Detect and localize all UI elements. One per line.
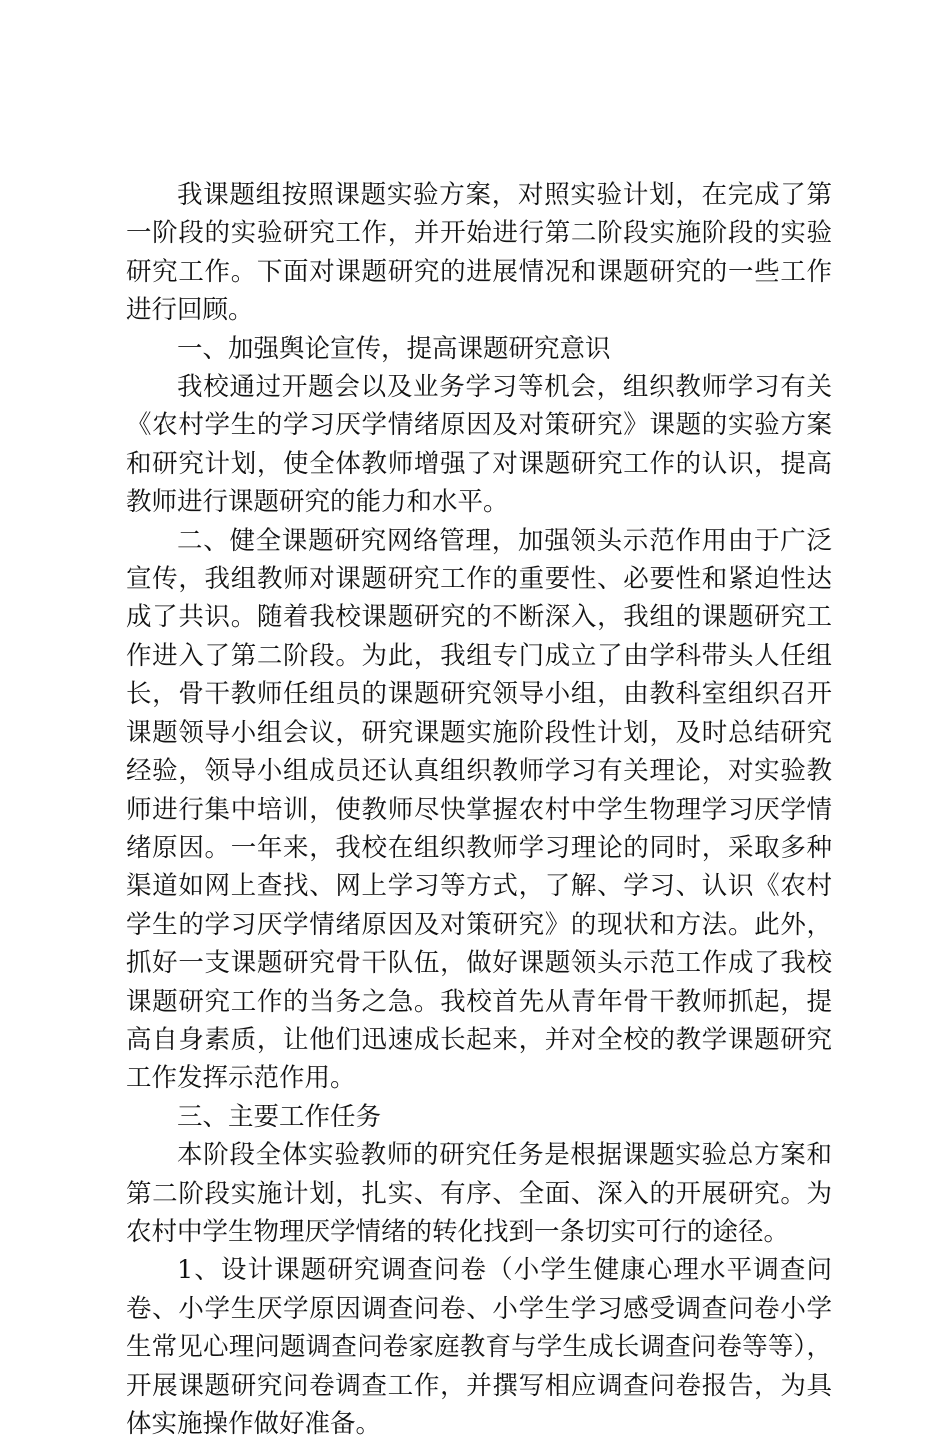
section-heading-3: 三、主要工作任务 xyxy=(177,1101,382,1132)
section-3-paragraph: 本阶段全体实验教师的研究任务是根据课题实验总方案和第二阶段实施计划，扎实、有序、全面、深入的开展研究。为农村中学生物理厌学情绪的转化找到一条切实可行的途径。 xyxy=(126,1140,832,1247)
intro-paragraph: 我课题组按照课题实验方案，对照实验计划，在完成了第一阶段的实验研究工作，并开始进行第二阶段实施阶段的实验研究工作。下面对课题研究的进展情况和课题研究的一些工作进行回顾。 xyxy=(126,180,832,326)
section-2-paragraph: 二、健全课题研究网络管理，加强领头示范作用由于广泛宣传，我组教师对课题研究工作的重要性、必要性和紧迫性达成了共识。随着我校课题研究的不断深入，我组的课题研究工作进入了第二阶段。为此，我组专门成立了由学科带头人任组长，骨干教师任组员的课题研究领导小组，由教科室组织召开课题领导小组会议，研究课题实施阶段性计划，及时总结研究经验，领导小组成员还认真组织教师学习有关理论，对实验教师进行集中培训，使教师尽快掌握农村中学生物理学习厌学情绪原因。一年来，我校在组织教师学习理论的同时，采取多种渠道如网上查找、网上学习等方式，了解、学习、认识《农村学生的学习厌学情绪原因及对策研究》的现状和方法。此外，抓好一支课题研究骨干队伍，做好课题领头示范工作成了我校课题研究工作的当务之急。我校首先从青年骨干教师抓起，提高自身素质，让他们迅速成长起来，并对全校的教学课题研究工作发挥示范作用。 xyxy=(126,525,832,1094)
document-body xyxy=(126,176,832,1443)
task-list-item-1: 1、设计课题研究调查问卷（小学生健康心理水平调查问卷、小学生厌学原因调查问卷、小学生学习感受调查问卷小学生常见心理问题调查问卷家庭教育与学生成长调查问卷等等），开展课题研究问卷调查工作，并撰写相应调查问卷报告，为具体实施操作做好准备。 xyxy=(126,1255,832,1439)
section-1-paragraph: 我校通过开题会以及业务学习等机会，组织教师学习有关《农村学生的学习厌学情绪原因及对策研究》课题的实验方案和研究计划，使全体教师增强了对课题研究工作的认识，提高教师进行课题研究的能力和水平。 xyxy=(126,372,832,518)
section-heading-1: 一、加强舆论宣传，提高课题研究意识 xyxy=(177,333,611,364)
